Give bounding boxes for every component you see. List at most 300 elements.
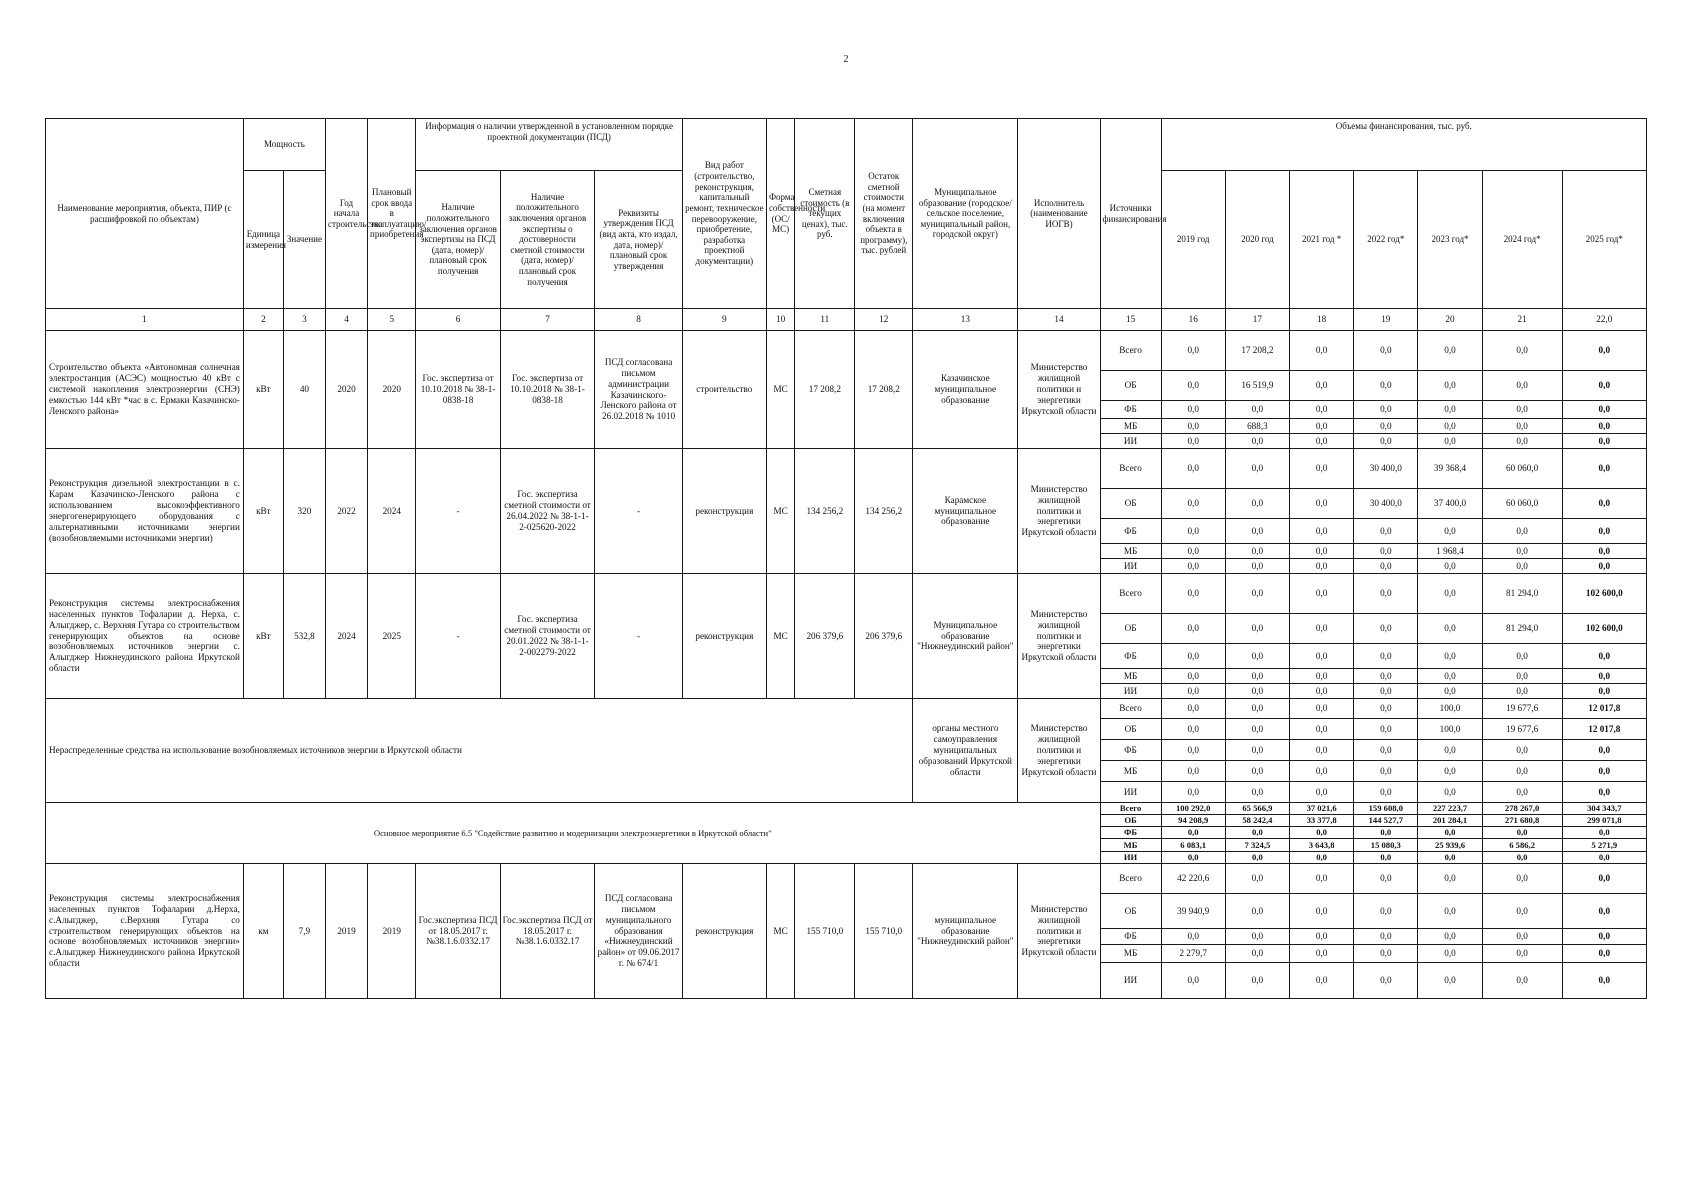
source-label: ФБ	[1100, 929, 1161, 945]
funding-value: 39 940,9	[1161, 894, 1225, 929]
column-number: 16	[1161, 309, 1225, 331]
funding-value: 0,0	[1290, 434, 1354, 449]
column-number: 21	[1482, 309, 1562, 331]
funding-value: 0,0	[1354, 544, 1418, 559]
funding-value: 0,0	[1161, 519, 1225, 544]
funding-value: 0,0	[1161, 331, 1225, 371]
funding-value: 0,0	[1161, 419, 1225, 434]
funding-value: 0,0	[1482, 519, 1562, 544]
funding-value: 0,0	[1562, 544, 1646, 559]
funding-value: 0,0	[1418, 669, 1482, 684]
funding-value: 16 519,9	[1225, 371, 1289, 401]
funding-value: 0,0	[1225, 559, 1289, 574]
funding-value: 0,0	[1290, 782, 1354, 803]
funding-value: 299 071,8	[1562, 815, 1646, 827]
source-label: Всего	[1100, 331, 1161, 371]
remaining-cost: 155 710,0	[855, 864, 913, 999]
funding-value: 0,0	[1354, 331, 1418, 371]
funding-value: 81 294,0	[1482, 614, 1562, 644]
funding-value: 0,0	[1482, 544, 1562, 559]
funding-value: 0,0	[1482, 401, 1562, 419]
funding-value: 60 060,0	[1482, 449, 1562, 489]
header-year: 2024 год*	[1482, 171, 1562, 309]
funding-value: 0,0	[1290, 963, 1354, 999]
commission-year: 2025	[368, 574, 416, 699]
funding-value: 0,0	[1225, 740, 1289, 761]
funding-value: 0,0	[1225, 519, 1289, 544]
funding-value: 0,0	[1290, 719, 1354, 740]
funding-value: 0,0	[1418, 644, 1482, 669]
funding-value: 0,0	[1161, 544, 1225, 559]
funding-value: 0,0	[1562, 945, 1646, 963]
column-number: 18	[1290, 309, 1354, 331]
funding-value: 0,0	[1562, 371, 1646, 401]
source-label: ИИ	[1100, 434, 1161, 449]
funding-value: 0,0	[1354, 963, 1418, 999]
header-positive-estimate: Наличие положительного заключения органов экспертизы о достоверности сметной стоимости (дата, номер)/плановый срок получения	[500, 171, 595, 309]
funding-value: 0,0	[1161, 434, 1225, 449]
funding-value: 102 600,0	[1562, 614, 1646, 644]
unallocated-name: Нераспределенные средства на использование возобновляемых источников энергии в Иркутской области	[46, 699, 913, 803]
remaining-cost: 134 256,2	[855, 449, 913, 574]
funding-value: 0,0	[1225, 894, 1289, 929]
funding-value: 0,0	[1225, 719, 1289, 740]
column-number: 17	[1225, 309, 1289, 331]
header-year: 2025 год*	[1562, 171, 1646, 309]
funding-value: 0,0	[1354, 434, 1418, 449]
header-year: 2019 год	[1161, 171, 1225, 309]
source-label: ФБ	[1100, 740, 1161, 761]
funding-value: 0,0	[1225, 434, 1289, 449]
funding-value: 0,0	[1354, 559, 1418, 574]
funding-value: 0,0	[1354, 419, 1418, 434]
funding-value: 0,0	[1225, 544, 1289, 559]
funding-value: 0,0	[1354, 401, 1418, 419]
funding-value: 0,0	[1290, 371, 1354, 401]
estimate-cost: 206 379,6	[795, 574, 855, 699]
funding-value: 0,0	[1562, 489, 1646, 519]
work-type: строительство	[682, 331, 766, 449]
source-label: ИИ	[1100, 852, 1161, 864]
source-label: Всего	[1100, 803, 1161, 815]
funding-value: 0,0	[1225, 827, 1289, 839]
funding-value: 0,0	[1562, 827, 1646, 839]
funding-value: 0,0	[1225, 574, 1289, 614]
funding-value: 0,0	[1418, 761, 1482, 782]
column-number: 3	[283, 309, 325, 331]
funding-value: 0,0	[1482, 434, 1562, 449]
funding-value: 0,0	[1354, 827, 1418, 839]
psd-approval: -	[595, 449, 682, 574]
funding-value: 0,0	[1482, 644, 1562, 669]
header-estimate-cost: Сметная стоимость (в текущих ценах), тыс. руб.	[795, 119, 855, 309]
funding-value: 0,0	[1290, 544, 1354, 559]
source-label: ОБ	[1100, 371, 1161, 401]
funding-value: 0,0	[1482, 782, 1562, 803]
funding-value: 0,0	[1482, 963, 1562, 999]
estimate-conclusion: Гос. экспертиза сметной стоимости от 20.01.2022 № 38-1-1-2-002279-2022	[500, 574, 595, 699]
start-year: 2019	[325, 864, 367, 999]
start-year: 2020	[325, 331, 367, 449]
object-name: Реконструкция системы электроснабжения населенных пунктов Тофаларии д. Нерха, с. Алыгджер, с. Верхняя Гутара со строительством генерирующих объектов на основе возобновляемых источников энергии с. Алыгджер Нижнеудинского района Иркутской области	[46, 574, 244, 699]
executor: Министерство жилищной политики и энергетики Иркутской области	[1018, 699, 1100, 803]
funding-value: 0,0	[1225, 684, 1289, 699]
funding-value: 0,0	[1290, 699, 1354, 719]
funding-value: 0,0	[1418, 852, 1482, 864]
source-label: Всего	[1100, 699, 1161, 719]
funding-value: 0,0	[1354, 684, 1418, 699]
funding-value: 37 021,6	[1290, 803, 1354, 815]
funding-value: 0,0	[1562, 761, 1646, 782]
header-funding-volume: Объемы финансирования, тыс. руб.	[1161, 119, 1646, 171]
commission-year: 2019	[368, 864, 416, 999]
source-label: ИИ	[1100, 684, 1161, 699]
ownership-form: МС	[766, 574, 794, 699]
estimate-conclusion: Гос. экспертиза сметной стоимости от 26.04.2022 № 38-1-1-2-025620-2022	[500, 449, 595, 574]
municipality: муниципальное образование "Нижнеудинский район"	[913, 864, 1018, 999]
funding-value: 65 566,9	[1225, 803, 1289, 815]
funding-value: 0,0	[1418, 963, 1482, 999]
commission-year: 2024	[368, 449, 416, 574]
municipality: органы местного самоуправления муниципальных образований Иркутской области	[913, 699, 1018, 803]
funding-value: 0,0	[1354, 519, 1418, 544]
municipality: Карамское муниципальное образование	[913, 449, 1018, 574]
funding-value: 0,0	[1161, 449, 1225, 489]
source-label: ОБ	[1100, 815, 1161, 827]
funding-value: 0,0	[1354, 852, 1418, 864]
work-type: реконструкция	[682, 574, 766, 699]
funding-value: 39 368,4	[1418, 449, 1482, 489]
funding-value: 0,0	[1562, 559, 1646, 574]
funding-value: 0,0	[1482, 669, 1562, 684]
funding-value: 0,0	[1354, 371, 1418, 401]
funding-value: 0,0	[1290, 929, 1354, 945]
header-year: 2022 год*	[1354, 171, 1418, 309]
funding-value: 100,0	[1418, 699, 1482, 719]
source-label: ОБ	[1100, 489, 1161, 519]
object-name: Реконструкция системы электроснабжения населенных пунктов Тофаларии д.Нерха, с.Алыгджер, с.Верхняя Гутара со строительством генерирующих объектов на основе возобновляемых источников энергии» с.Алыгджер Нижнеудинского района Иркутской области	[46, 864, 244, 999]
funding-value: 102 600,0	[1562, 574, 1646, 614]
funding-value: 0,0	[1482, 894, 1562, 929]
funding-value: 0,0	[1225, 614, 1289, 644]
funding-value: 0,0	[1482, 331, 1562, 371]
column-number: 4	[325, 309, 367, 331]
column-number: 9	[682, 309, 766, 331]
funding-value: 0,0	[1418, 371, 1482, 401]
column-number: 20	[1418, 309, 1482, 331]
funding-value: 0,0	[1562, 963, 1646, 999]
column-number: 6	[416, 309, 500, 331]
funding-value: 0,0	[1290, 761, 1354, 782]
funding-value: 0,0	[1225, 864, 1289, 894]
funding-value: 0,0	[1562, 782, 1646, 803]
funding-value: 0,0	[1562, 929, 1646, 945]
expertise-conclusion: -	[416, 574, 500, 699]
funding-value: 0,0	[1290, 894, 1354, 929]
header-year: 2023 год*	[1418, 171, 1482, 309]
funding-value: 0,0	[1161, 669, 1225, 684]
header-name: Наименование мероприятия, объекта, ПИР (с расшифровкой по объектам)	[46, 119, 244, 309]
funding-value: 42 220,6	[1161, 864, 1225, 894]
object-name: Строительство объекта «Автономная солнечная электростанция (АСЭС) мощностью 40 кВт с системой накопления электроэнергии (СНЭ) емкостью 144 кВт *час в с. Ермаки Казачинско-Ленского района»	[46, 331, 244, 449]
funding-value: 227 223,7	[1418, 803, 1482, 815]
funding-value: 0,0	[1562, 894, 1646, 929]
source-label: МБ	[1100, 761, 1161, 782]
funding-value: 0,0	[1290, 644, 1354, 669]
funding-value: 0,0	[1354, 894, 1418, 929]
funding-value: 0,0	[1562, 419, 1646, 434]
object-name: Реконструкция дизельной электростанции в с. Карам Казачинско-Ленского района с использованием высокоэффективного энергогенерирующего оборудования с альтернативными источниками энергии (возобновляемыми источниками энергии)	[46, 449, 244, 574]
header-executor: Исполнитель (наименование ИОГВ)	[1018, 119, 1100, 309]
executor: Министерство жилищной политики и энергетики Иркутской области	[1018, 864, 1100, 999]
funding-value: 0,0	[1418, 929, 1482, 945]
column-number: 19	[1354, 309, 1418, 331]
funding-value: 0,0	[1161, 559, 1225, 574]
source-label: ОБ	[1100, 894, 1161, 929]
source-label: ОБ	[1100, 719, 1161, 740]
funding-value: 0,0	[1225, 449, 1289, 489]
header-power: Мощность	[243, 119, 325, 171]
ownership-form: МС	[766, 449, 794, 574]
funding-value: 0,0	[1418, 574, 1482, 614]
funding-value: 0,0	[1161, 644, 1225, 669]
funding-value: 0,0	[1562, 864, 1646, 894]
unit-cell: кВт	[243, 449, 283, 574]
funding-value: 0,0	[1225, 401, 1289, 419]
funding-value: 0,0	[1482, 864, 1562, 894]
funding-value: 7 324,5	[1225, 839, 1289, 852]
source-label: Всего	[1100, 574, 1161, 614]
column-number: 7	[500, 309, 595, 331]
header-work-type: Вид работ (строительство, реконструкция, капитальный ремонт, техническое перевооружение, приобретение, разработка проектной документации)	[682, 119, 766, 309]
funding-value: 0,0	[1161, 699, 1225, 719]
column-number: 12	[855, 309, 913, 331]
funding-value: 0,0	[1354, 699, 1418, 719]
funding-value: 0,0	[1562, 852, 1646, 864]
funding-value: 201 284,1	[1418, 815, 1482, 827]
funding-value: 0,0	[1418, 782, 1482, 803]
estimate-conclusion: Гос. экспертиза от 10.10.2018 № 38-1-0838-18	[500, 331, 595, 449]
funding-value: 0,0	[1562, 669, 1646, 684]
funding-value: 0,0	[1354, 574, 1418, 614]
column-number: 14	[1018, 309, 1100, 331]
funding-value: 0,0	[1225, 963, 1289, 999]
funding-value: 0,0	[1161, 401, 1225, 419]
funding-value: 0,0	[1290, 740, 1354, 761]
source-label: ФБ	[1100, 644, 1161, 669]
funding-value: 0,0	[1161, 852, 1225, 864]
funding-value: 0,0	[1290, 852, 1354, 864]
funding-value: 0,0	[1161, 761, 1225, 782]
source-label: МБ	[1100, 669, 1161, 684]
header-value: Значение	[283, 171, 325, 309]
ownership-form: МС	[766, 864, 794, 999]
funding-value: 0,0	[1225, 669, 1289, 684]
funding-value: 15 080,3	[1354, 839, 1418, 852]
estimate-cost: 155 710,0	[795, 864, 855, 999]
funding-value: 0,0	[1418, 419, 1482, 434]
main-event-name: Основное мероприятие 6.5 "Содействие развитию и модернизации электроэнергетики в Иркутской области"	[46, 803, 1101, 864]
funding-value: 0,0	[1225, 945, 1289, 963]
funding-value: 0,0	[1290, 864, 1354, 894]
funding-value: 0,0	[1418, 519, 1482, 544]
funding-value: 0,0	[1482, 684, 1562, 699]
funding-value: 100,0	[1418, 719, 1482, 740]
funding-value: 0,0	[1290, 574, 1354, 614]
source-label: ФБ	[1100, 827, 1161, 839]
funding-value: 688,3	[1225, 419, 1289, 434]
column-number: 1	[46, 309, 244, 331]
header-year: 2021 год *	[1290, 171, 1354, 309]
object-row	[46, 864, 1647, 894]
start-year: 2024	[325, 574, 367, 699]
funding-value: 33 377,8	[1290, 815, 1354, 827]
funding-value: 0,0	[1225, 852, 1289, 864]
start-year: 2022	[325, 449, 367, 574]
source-label: ОБ	[1100, 614, 1161, 644]
funding-value: 30 400,0	[1354, 449, 1418, 489]
unit-cell: кВт	[243, 574, 283, 699]
funding-value: 304 343,7	[1562, 803, 1646, 815]
header-year: 2020 год	[1225, 171, 1289, 309]
source-label: Всего	[1100, 864, 1161, 894]
source-label: ИИ	[1100, 782, 1161, 803]
funding-value: 0,0	[1161, 489, 1225, 519]
funding-value: 0,0	[1225, 782, 1289, 803]
source-label: Всего	[1100, 449, 1161, 489]
funding-value: 0,0	[1418, 740, 1482, 761]
funding-value: 0,0	[1418, 401, 1482, 419]
funding-value: 100 292,0	[1161, 803, 1225, 815]
funding-value: 0,0	[1161, 719, 1225, 740]
funding-value: 5 271,9	[1562, 839, 1646, 852]
estimate-cost: 134 256,2	[795, 449, 855, 574]
funding-value: 0,0	[1562, 684, 1646, 699]
funding-value: 0,0	[1562, 449, 1646, 489]
funding-value: 0,0	[1290, 489, 1354, 519]
capacity-value: 320	[283, 449, 325, 574]
funding-value: 0,0	[1290, 519, 1354, 544]
capacity-value: 532,8	[283, 574, 325, 699]
commission-year: 2020	[368, 331, 416, 449]
column-number: 5	[368, 309, 416, 331]
funding-value: 0,0	[1418, 945, 1482, 963]
funding-value: 0,0	[1482, 740, 1562, 761]
object-row	[46, 331, 1647, 371]
funding-value: 0,0	[1418, 434, 1482, 449]
municipality: Муниципальное образование "Нижнеудинский район"	[913, 574, 1018, 699]
funding-value: 0,0	[1562, 401, 1646, 419]
estimate-cost: 17 208,2	[795, 331, 855, 449]
funding-value: 0,0	[1161, 614, 1225, 644]
funding-value: 30 400,0	[1354, 489, 1418, 519]
work-type: реконструкция	[682, 864, 766, 999]
column-number: 10	[766, 309, 794, 331]
funding-value: 0,0	[1354, 782, 1418, 803]
header-approval-details: Реквизиты утверждения ПСД (вид акта, кто издал, дата, номер)/плановый срок утверждения	[595, 171, 682, 309]
funding-value: 0,0	[1482, 371, 1562, 401]
funding-value: 17 208,2	[1225, 331, 1289, 371]
funding-value: 25 939,6	[1418, 839, 1482, 852]
source-label: ИИ	[1100, 963, 1161, 999]
header-start-year: Год начала строительства	[325, 119, 367, 309]
funding-value: 0,0	[1562, 434, 1646, 449]
column-number: 22,0	[1562, 309, 1646, 331]
expertise-conclusion: Гос. экспертиза от 10.10.2018 № 38-1-0838-18	[416, 331, 500, 449]
funding-value: 144 527,7	[1354, 815, 1418, 827]
funding-value: 0,0	[1418, 864, 1482, 894]
funding-table	[45, 118, 1647, 999]
psd-approval: ПСД согласована письмом администрации Казачинского-Ленского района от 26.02.2018 № 1010	[595, 331, 682, 449]
funding-value: 0,0	[1418, 614, 1482, 644]
funding-value: 0,0	[1418, 559, 1482, 574]
source-label: ФБ	[1100, 401, 1161, 419]
funding-value: 0,0	[1290, 669, 1354, 684]
remaining-cost: 206 379,6	[855, 574, 913, 699]
funding-value: 0,0	[1418, 894, 1482, 929]
funding-value: 0,0	[1562, 740, 1646, 761]
funding-value: 0,0	[1225, 699, 1289, 719]
funding-value: 0,0	[1290, 401, 1354, 419]
funding-value: 0,0	[1562, 519, 1646, 544]
funding-value: 0,0	[1161, 929, 1225, 945]
funding-value: 0,0	[1354, 719, 1418, 740]
column-number: 8	[595, 309, 682, 331]
funding-value: 0,0	[1225, 489, 1289, 519]
funding-value: 3 643,8	[1290, 839, 1354, 852]
funding-value: 12 017,8	[1562, 719, 1646, 740]
funding-value: 0,0	[1482, 419, 1562, 434]
funding-value: 19 677,6	[1482, 719, 1562, 740]
funding-value: 0,0	[1354, 864, 1418, 894]
funding-value: 0,0	[1161, 574, 1225, 614]
funding-value: 0,0	[1161, 371, 1225, 401]
funding-value: 271 680,8	[1482, 815, 1562, 827]
column-number: 2	[243, 309, 283, 331]
source-label: МБ	[1100, 945, 1161, 963]
funding-value: 0,0	[1482, 827, 1562, 839]
executor: Министерство жилищной политики и энергетики Иркутской области	[1018, 449, 1100, 574]
funding-value: 0,0	[1290, 419, 1354, 434]
funding-value: 0,0	[1225, 761, 1289, 782]
capacity-value: 7,9	[283, 864, 325, 999]
main-event-row	[46, 803, 1647, 815]
expertise-conclusion: Гос.экспертиза ПСД от 18.05.2017 г. №38.1.6.0332.17	[416, 864, 500, 999]
object-row	[46, 574, 1647, 614]
funding-value: 60 060,0	[1482, 489, 1562, 519]
funding-value: 2 279,7	[1161, 945, 1225, 963]
column-number: 13	[913, 309, 1018, 331]
header-remaining-cost: Остаток сметной стоимости (на момент включения объекта в программу), тыс. рублей	[855, 119, 913, 309]
source-label: ИИ	[1100, 559, 1161, 574]
funding-value: 0,0	[1418, 684, 1482, 699]
funding-value: 0,0	[1562, 644, 1646, 669]
source-label: ФБ	[1100, 519, 1161, 544]
source-label: МБ	[1100, 544, 1161, 559]
funding-value: 0,0	[1418, 331, 1482, 371]
header-psd-info: Информация о наличии утвержденной в установленном порядке проектной документации (ПСД)	[416, 119, 682, 171]
funding-value: 0,0	[1354, 740, 1418, 761]
funding-value: 0,0	[1161, 740, 1225, 761]
remaining-cost: 17 208,2	[855, 331, 913, 449]
header-sources: Источники финансирования	[1100, 119, 1161, 309]
funding-value: 6 083,1	[1161, 839, 1225, 852]
expertise-conclusion: -	[416, 449, 500, 574]
municipality: Казачинское муниципальное образование	[913, 331, 1018, 449]
funding-value: 0,0	[1161, 963, 1225, 999]
funding-value: 0,0	[1482, 929, 1562, 945]
funding-value: 0,0	[1161, 684, 1225, 699]
